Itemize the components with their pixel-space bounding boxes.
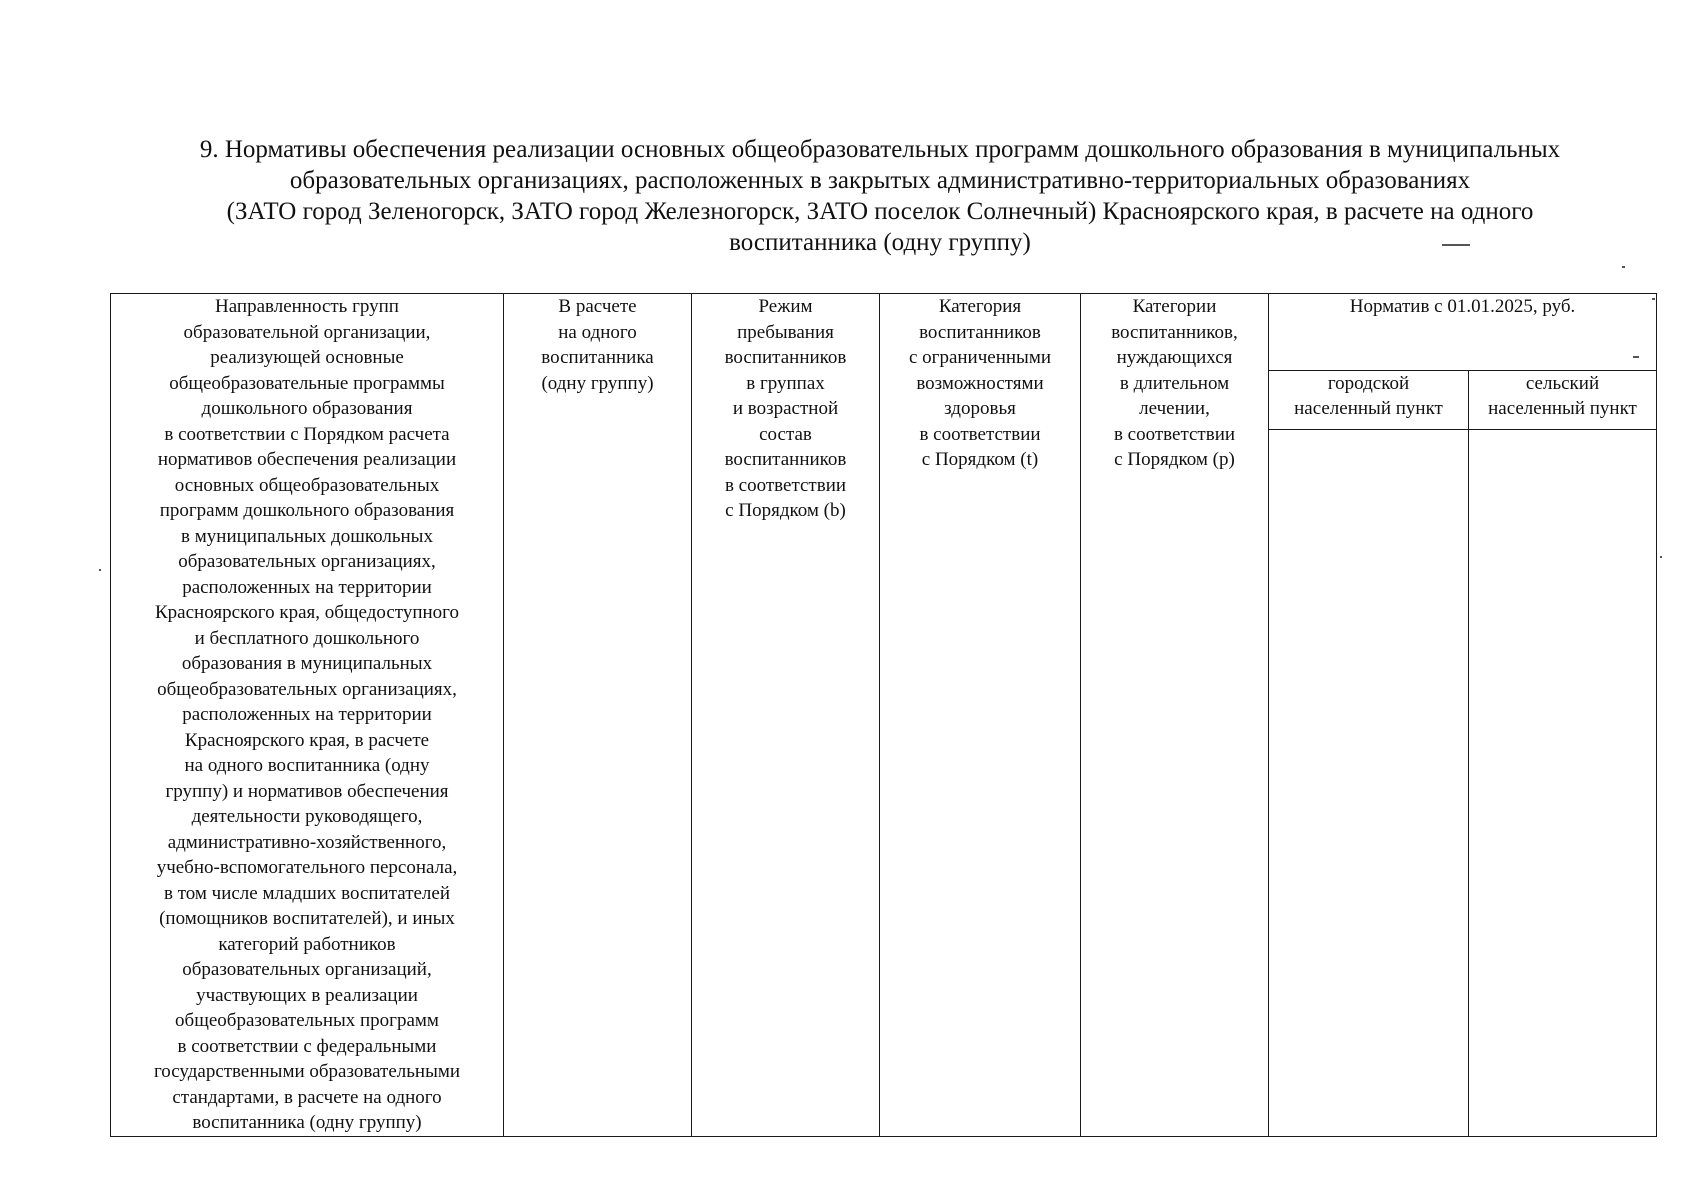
header-text-line: в соответствии <box>919 423 1041 445</box>
header-text-line: Категории <box>1132 296 1217 317</box>
scan-speck <box>1633 356 1639 358</box>
header-text-line: основных общеобразовательных <box>174 474 440 496</box>
header-text-line: здоровья <box>944 398 1016 419</box>
header-norm <box>1269 294 1657 371</box>
title-line-2: образовательных организациях, расположенных в закрытых административно-территориальных образованиях <box>289 167 1471 194</box>
header-text-line: деятельности руководящего, <box>191 806 423 827</box>
header-text-line: дошкольного образования <box>201 398 413 419</box>
header-text-line: нуждающихся <box>1116 347 1233 368</box>
header-text-line: с Порядком (b) <box>725 500 846 521</box>
scan-speck <box>1652 298 1655 300</box>
header-text-line: Категория <box>938 296 1022 317</box>
header-stay-mode <box>692 294 880 1137</box>
norms-table <box>110 293 1657 1137</box>
header-text-line: расположенных на территории <box>182 704 432 725</box>
header-text-line: государственными образовательными <box>153 1061 461 1082</box>
header-text-line: населенный пункт <box>1294 398 1443 420</box>
header-text-line: воспитанника (одну группу) <box>192 1112 422 1133</box>
header-text-line: реализующей основные <box>210 347 404 368</box>
header-text-line: и бесплатного дошкольного <box>194 627 420 649</box>
header-text-line: городской <box>1327 372 1410 394</box>
header-text-line: воспитанников <box>724 449 847 470</box>
header-long-treatment-category <box>1081 294 1269 1137</box>
header-text-line: образования в муниципальных <box>181 653 433 674</box>
header-urban <box>1269 370 1469 429</box>
header-text-line: Режим <box>758 296 813 317</box>
header-text-line: сельский <box>1525 372 1600 394</box>
header-text-line: и возрастной <box>732 398 839 419</box>
header-text-line: воспитанников <box>724 347 847 368</box>
header-text-line: расположенных на территории <box>182 576 432 598</box>
header-text-line: воспитанников, <box>1111 321 1238 343</box>
header-text-line: с ограниченными <box>908 347 1052 368</box>
header-text-line: воспитанника <box>541 347 654 368</box>
header-text-line: пребывания <box>737 321 834 343</box>
header-text-line: Направленность групп <box>215 296 399 317</box>
header-text-line: в муниципальных дошкольных <box>181 525 433 547</box>
scan-speck <box>99 569 101 571</box>
header-text-line: населенный пункт <box>1488 398 1637 420</box>
header-group-direction <box>111 294 504 1137</box>
document-title <box>110 134 1650 258</box>
header-text-line: состав <box>759 423 812 445</box>
cell-rural-value <box>1469 430 1657 1136</box>
header-text-line: стандартами, в расчете на одного <box>172 1086 442 1108</box>
header-text-line: с Порядком (t) <box>921 449 1039 470</box>
header-text-line: в соответствии <box>1113 423 1236 445</box>
cell-urban-value <box>1269 430 1469 1136</box>
norm-header-label: Норматив с 01.01.2025, руб. <box>1349 296 1576 317</box>
header-text-line: группу) и нормативов обеспечения <box>165 780 449 802</box>
header-text-line: категорий работников <box>218 933 396 955</box>
header-disability-category <box>880 294 1081 1137</box>
header-text-line: в соответствии <box>724 474 847 496</box>
header-text-line: воспитанников <box>919 321 1041 343</box>
header-text-line: программ дошкольного образования <box>159 500 455 521</box>
title-line-3: (ЗАТО город Зеленогорск, ЗАТО город Железногорск, ЗАТО поселок Солнечный) Красноярского края, в расчете на одного <box>226 198 1534 225</box>
header-text-line: участвующих в реализации <box>196 984 418 1006</box>
header-text-line: (одну группу) <box>541 372 654 394</box>
scan-speck <box>1660 556 1662 558</box>
header-text-line: В расчете <box>558 296 637 317</box>
scan-speck <box>1622 266 1625 268</box>
header-text-line: нормативов обеспечения реализации <box>157 449 457 470</box>
header-text-line: в длительном <box>1119 372 1230 394</box>
title-line-1: 9. Нормативы обеспечения реализации основных общеобразовательных программ дошкольного образования в муниципальных <box>199 136 1561 163</box>
header-text-line: возможностями <box>916 372 1044 394</box>
header-text-line: лечении, <box>1139 398 1210 419</box>
header-text-line: в соответствии с федеральными <box>177 1035 437 1057</box>
header-text-line: Красноярского края, в расчете <box>184 729 430 751</box>
header-text-line: на одного воспитанника (одну <box>184 755 430 776</box>
title-line-4: воспитанника (одну группу) <box>729 229 1031 256</box>
header-text-line: общеобразовательных программ <box>175 1010 439 1031</box>
header-text-line: Красноярского края, общедоступного <box>154 602 460 623</box>
header-text-line: в группах <box>746 372 825 394</box>
header-text-line: учебно-вспомогательного персонала, <box>156 857 458 878</box>
header-text-line: в соответствии с Порядком расчета <box>164 423 450 445</box>
header-text-line: административно-хозяйственного, <box>167 831 447 853</box>
header-per-pupil <box>504 294 692 1137</box>
header-text-line: образовательных организаций, <box>182 959 432 980</box>
header-text-line: с Порядком (p) <box>1114 449 1235 470</box>
header-rural <box>1469 370 1657 429</box>
header-text-line: на одного <box>558 321 637 343</box>
header-text-line: (помощников воспитателей), и иных <box>159 908 455 929</box>
scan-speck <box>1442 244 1470 246</box>
header-text-line: общеобразовательных организациях, <box>157 678 457 700</box>
header-text-line: образовательной организации, <box>183 321 431 343</box>
header-text-line: общеобразовательные программы <box>169 372 445 394</box>
header-text-line: образовательных организациях, <box>178 551 436 572</box>
header-text-line: в том числе младших воспитателей <box>163 882 451 904</box>
